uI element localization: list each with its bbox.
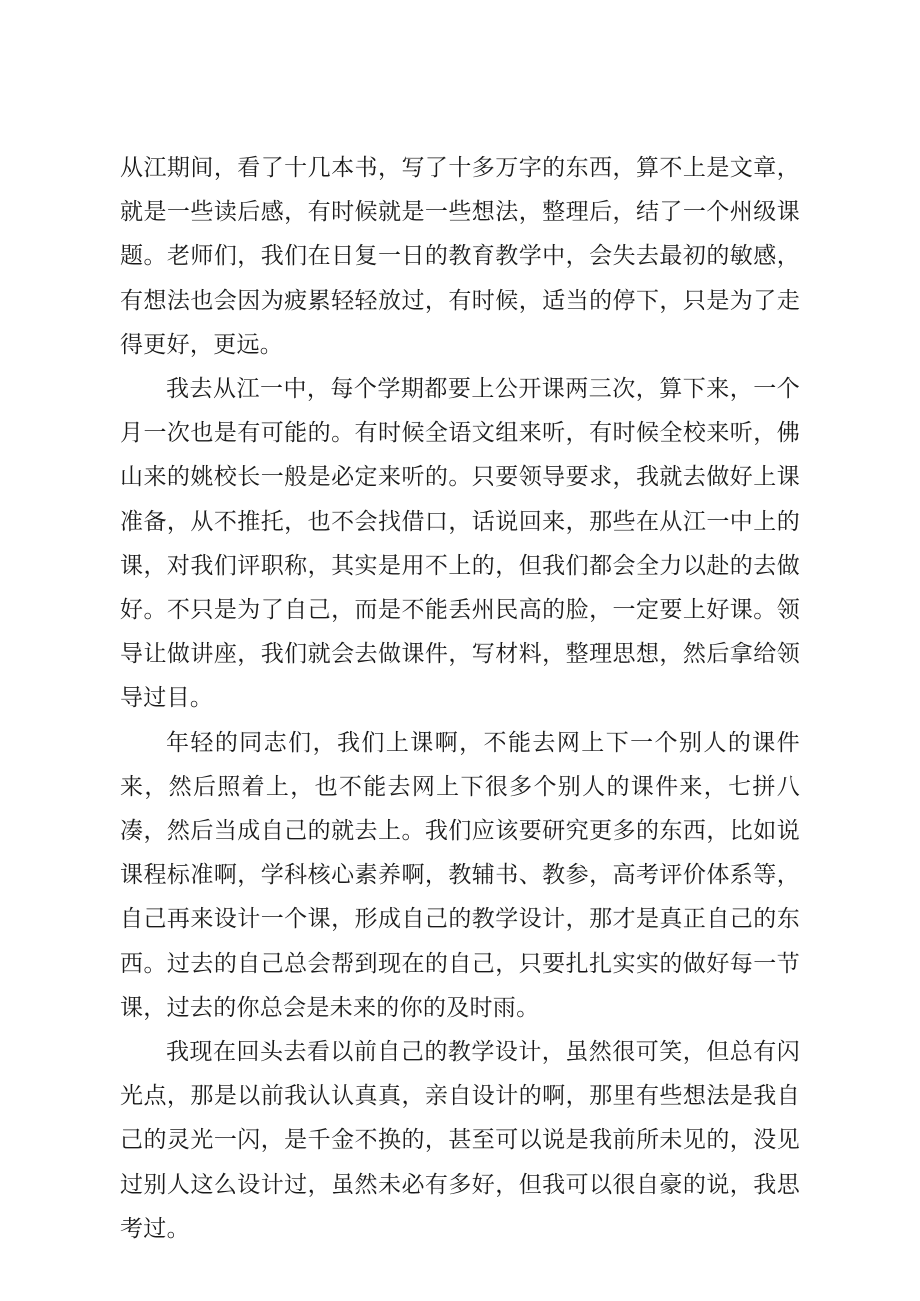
paragraph-3: 年轻的同志们，我们上课啊，不能去网上下一个别人的课件来，然后照着上，也不能去网上下很多个别人的课件来，七拼八凑，然后当成自己的就去上。我们应该要研究更多的东西，比如说课程标准啊，学科核心素养啊，教辅书、教参，高考评价体系等，自己再来设计一个课，形成自己的教学设计，那才是真正自己的东西。过去的自己总会帮到现在的自己，只要扎扎实实的做好每一节课，过去的你总会是未来的你的及时雨。	[120, 729, 800, 1021]
paragraph-1: 从江期间，看了十几本书，写了十多万字的东西，算不上是文章，就是一些读后感，有时候就是一些想法，整理后，结了一个州级课题。老师们，我们在日复一日的教育教学中，会失去最初的敏感，有想法也会因为疲累轻轻放过，有时候，适当的停下，只是为了走得更好，更远。	[120, 155, 800, 358]
paragraph-2: 我去从江一中，每个学期都要上公开课两三次，算下来，一个月一次也是有可能的。有时候全语文组来听，有时候全校来听，佛山来的姚校长一般是必定来听的。只要领导要求，我就去做好上课准备，从不推托，也不会找借口，话说回来，那些在从江一中上的课，对我们评职称，其实是用不上的，但我们都会全力以赴的去做好。不只是为了自己，而是不能丢州民高的脸，一定要上好课。领导让做讲座，我们就会去做课件，写材料，整理思想，然后拿给领导过目。	[120, 376, 800, 712]
document-page	[120, 146, 800, 1251]
paragraph-4: 我现在回头去看以前自己的教学设计，虽然很可笑，但总有闪光点，那是以前我认认真真，亲自设计的啊，那里有些想法是我自己的灵光一闪，是千金不换的，甚至可以说是我前所未见的，没见过别人这么设计过，虽然未必有多好，但我可以很自豪的说，我思考过。	[120, 1039, 800, 1242]
